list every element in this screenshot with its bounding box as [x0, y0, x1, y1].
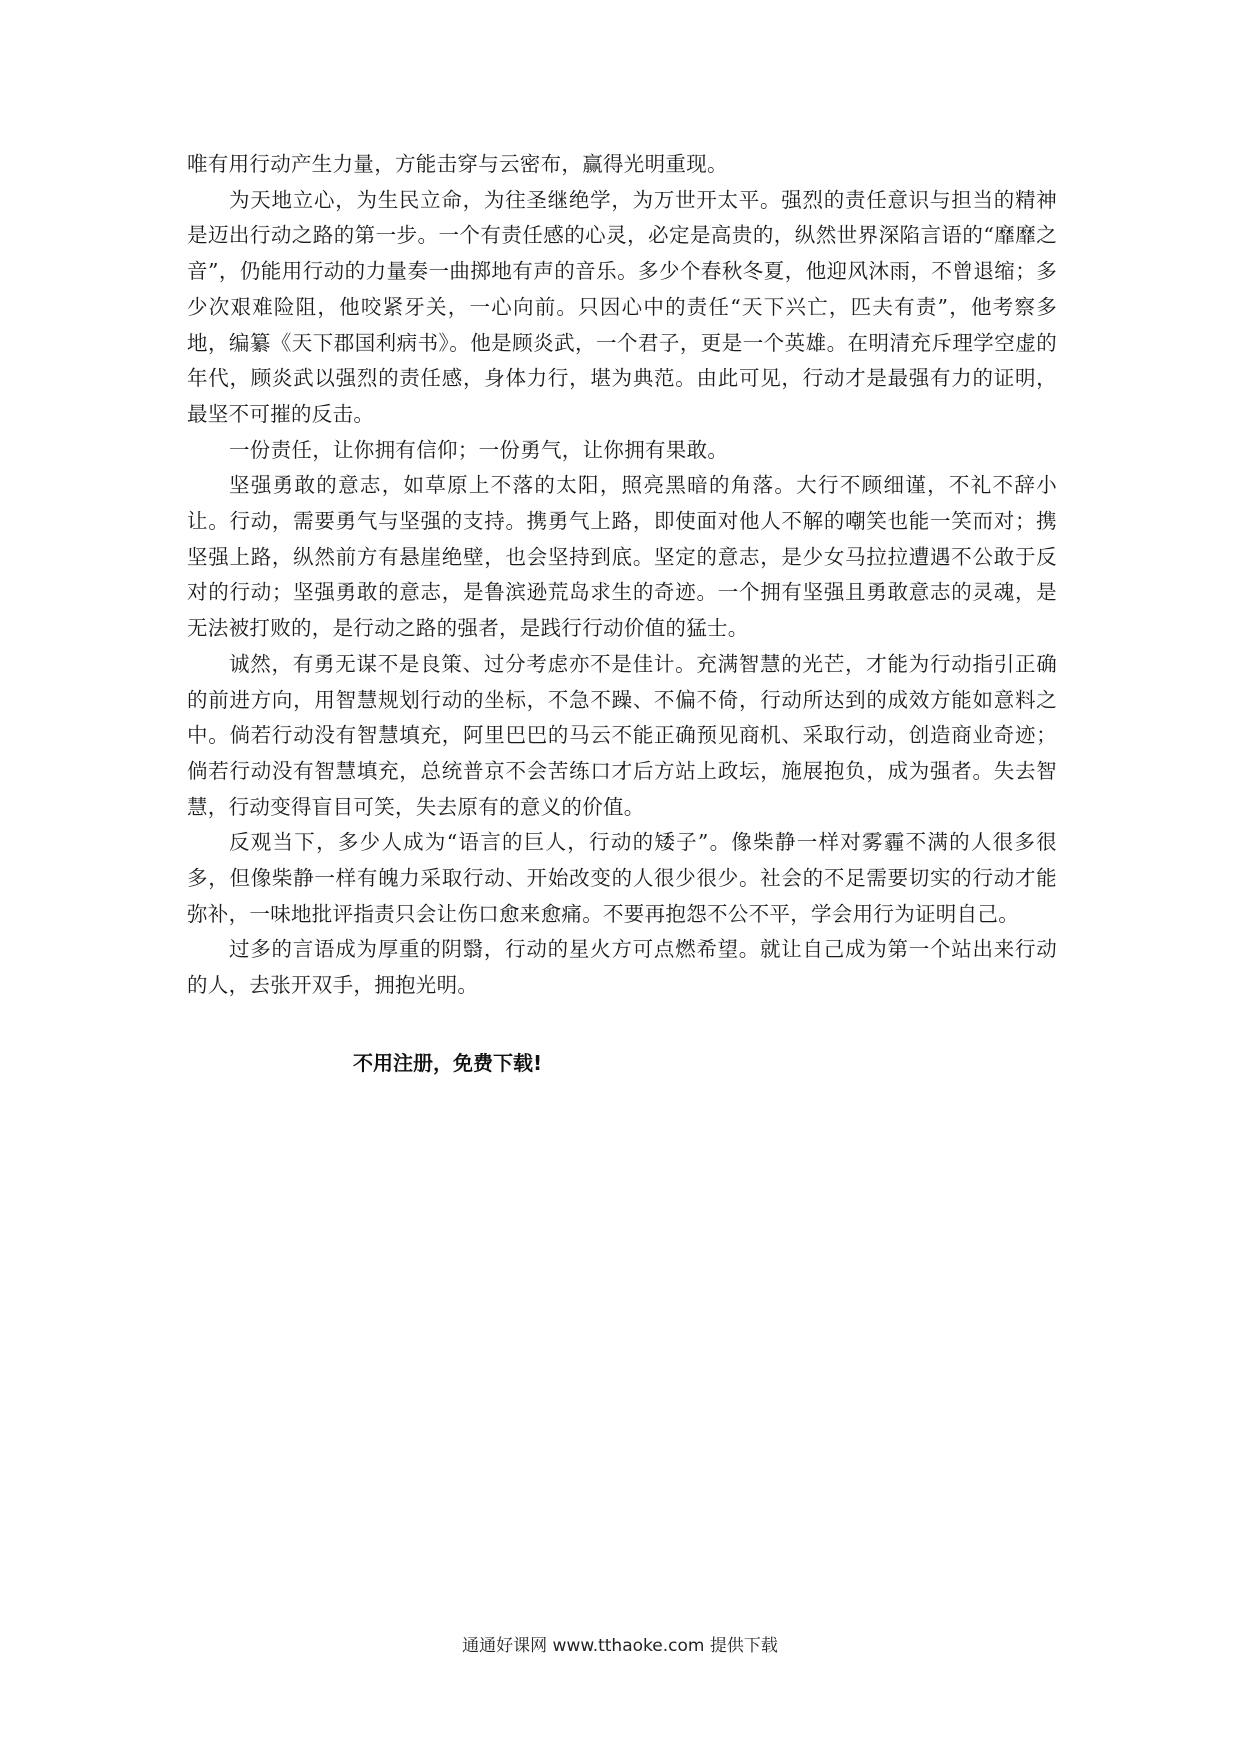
promo-text: 不用注册，免费下载! — [353, 1051, 543, 1075]
paragraph: 唯有用行动产生力量，方能击穿与云密布，赢得光明重现。 — [187, 152, 728, 176]
paragraph: 过多的言语成为厚重的阴翳，行动的星火方可点燃希望。就让自己成为第一个站出来行动的人，去张开双手，拥抱光明。 — [187, 937, 1057, 998]
paragraph: 一份责任，让你拥有信仰；一份勇气，让你拥有果敢。 — [229, 437, 729, 462]
paragraph: 坚强勇敢的意志，如草原上不落的太阳，照亮黑暗的角落。大行不顾细谨，不礼不辞小让。行动，需要勇气与坚强的支持。携勇气上路，即使面对他人不解的嘲笑也能一笑而对；携坚强上路，纵然前方有悬崖绝壁，也会坚持到底。坚定的意志，是少女马拉拉遭遇不公敢于反对的行动；坚强勇敢的意志，是鲁滨逊荒岛求生的奇迹。一个拥有坚强且勇敢意志的灵魂，是无法被打败的，是行动之路的强者，是践行行动价值的猛士。 — [187, 473, 1057, 641]
paragraph: 为天地立心，为生民立命，为往圣继绝学，为万世开太平。强烈的责任意识与担当的精神是迈出行动之路的第一步。一个有责任感的心灵，必定是高贵的，纵然世界深陷言语的“靡靡之音”，仍能用行动的力量奏一曲掷地有声的音乐。多少个春秋冬夏，他迎风沐雨，不曾退缩；多少次艰难险阻，他咬紧牙关，一心向前。只因心中的责任“天下兴亡，匹夫有责”，他考察多地，编纂《天下郡国利病书》。他是顾炎武，一个君子，更是一个英雄。在明清充斥理学空虚的年代，顾炎武以强烈的责任感，身体力行，堪为典范。由此可见，行动才是最强有力的证明，最坚不可摧的反击。 — [187, 187, 1057, 426]
page-footer: 通通好课网 www.tthaoke.com 提供下载 — [462, 1636, 778, 1656]
essay-body — [187, 147, 1057, 1004]
paragraph: 反观当下，多少人成为“语言的巨人，行动的矮子”。像柴静一样对雾霾不满的人很多很多，但像柴静一样有魄力采取行动、开始改变的人很少很少。社会的不足需要切实的行动才能弥补，一味地批评指责只会让伤口愈来愈痛。不要再抱怨不公不平，学会用行为证明自己。 — [187, 830, 1057, 926]
paragraph: 诚然，有勇无谋不是良策、过分考虑亦不是佳计。充满智慧的光芒，才能为行动指引正确的前进方向，用智慧规划行动的坐标，不急不躁、不偏不倚，行动所达到的成效方能如意料之中。倘若行动没有智慧填充，阿里巴巴的马云不能正确预见商机、采取行动，创造商业奇迹；倘若行动没有智慧填充，总统普京不会苦练口才后方站上政坛，施展抱负，成为强者。失去智慧，行动变得盲目可笑，失去原有的意义的价值。 — [187, 651, 1057, 819]
